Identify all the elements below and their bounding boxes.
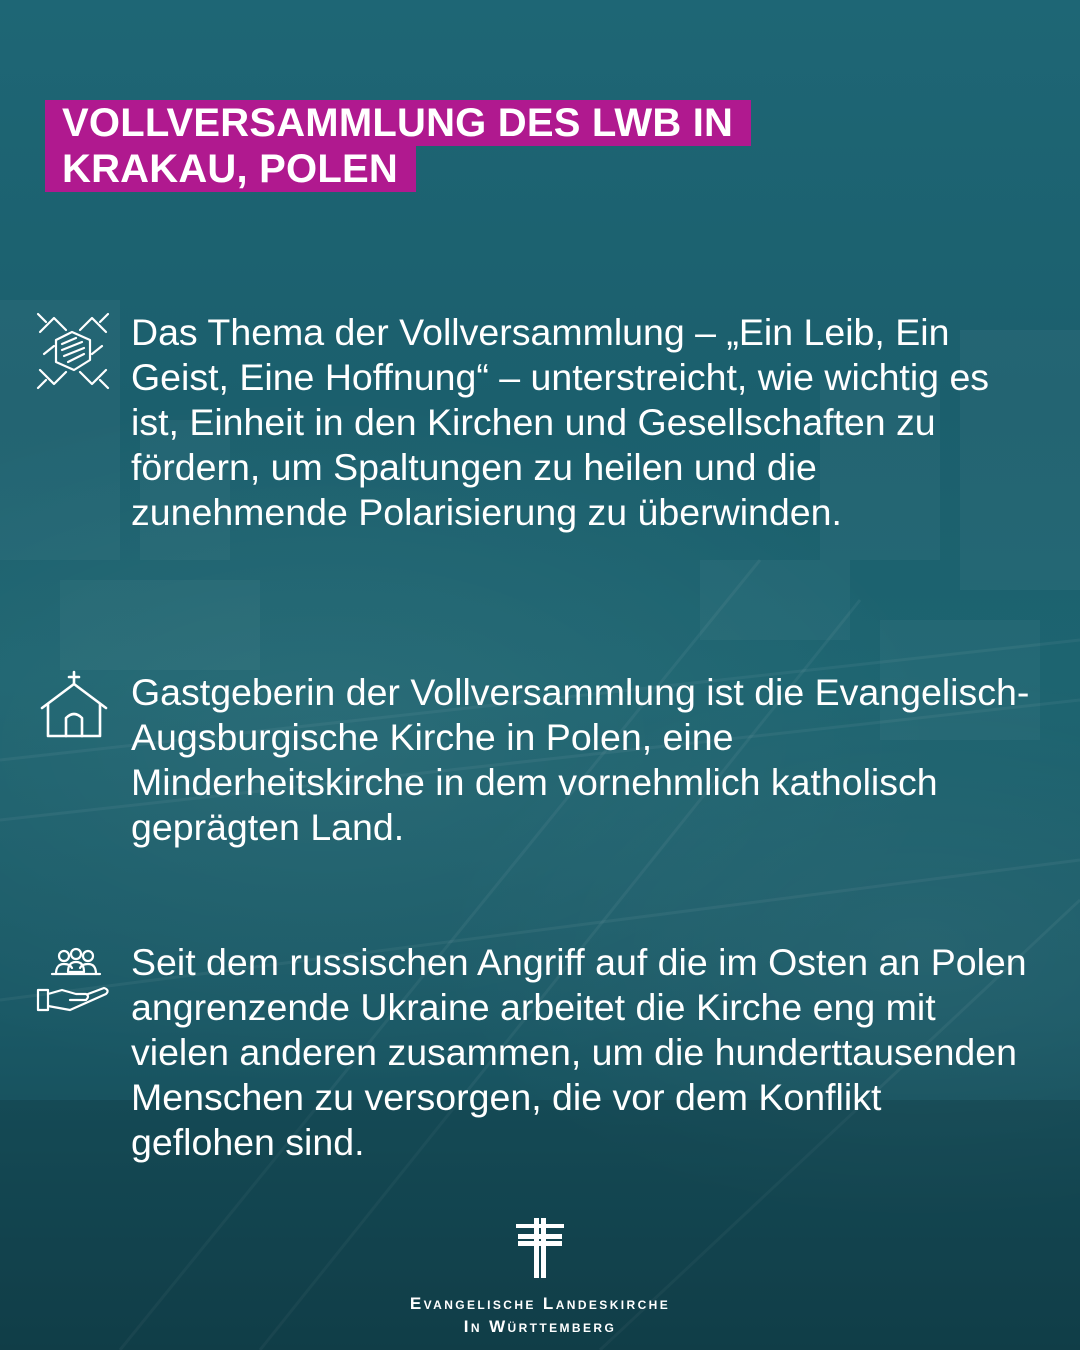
church-logo	[340, 1218, 740, 1338]
info-text-unity: Das Thema der Vollversammlung – „Ein Leib, Ein Geist, Eine Hoffnung“ – unterstreicht, wie wichtig es ist, Einheit in den Kirchen und Gesellschaften zu fördern, um Spaltungen zu heilen und die zunehmende Polarisierung zu überwinden.	[131, 311, 990, 533]
logo-text-line-1: Evangelische Landeskirche	[409, 1294, 671, 1313]
joined-hands-icon	[32, 310, 114, 392]
page-title-line-1: VOLLVERSAMMLUNG DES LWB IN	[45, 100, 751, 146]
title-block	[45, 100, 805, 192]
logo-text-line-2: In Württemberg	[463, 1317, 617, 1336]
hand-supporting-people-icon	[36, 944, 118, 1026]
info-text-host-church: Gastgeberin der Vollversammlung ist die Evangelisch-Augsburgische Kirche in Polen, eine Minderheitskirche in dem vornehmlich katholisch geprägten Land.	[131, 671, 1030, 848]
church-icon	[36, 670, 118, 752]
info-text-refugee-support: Seit dem russischen Angriff auf die im Osten an Polen angrenzende Ukraine arbeitet die Kirche eng mit vielen anderen zusammen, um die hunderttausenden Menschen zu versorgen, die vor dem Konflikt geflohen sind.	[131, 941, 1027, 1163]
cross-icon	[340, 1218, 740, 1278]
page-title-line-2: KRAKAU, POLEN	[45, 146, 416, 192]
